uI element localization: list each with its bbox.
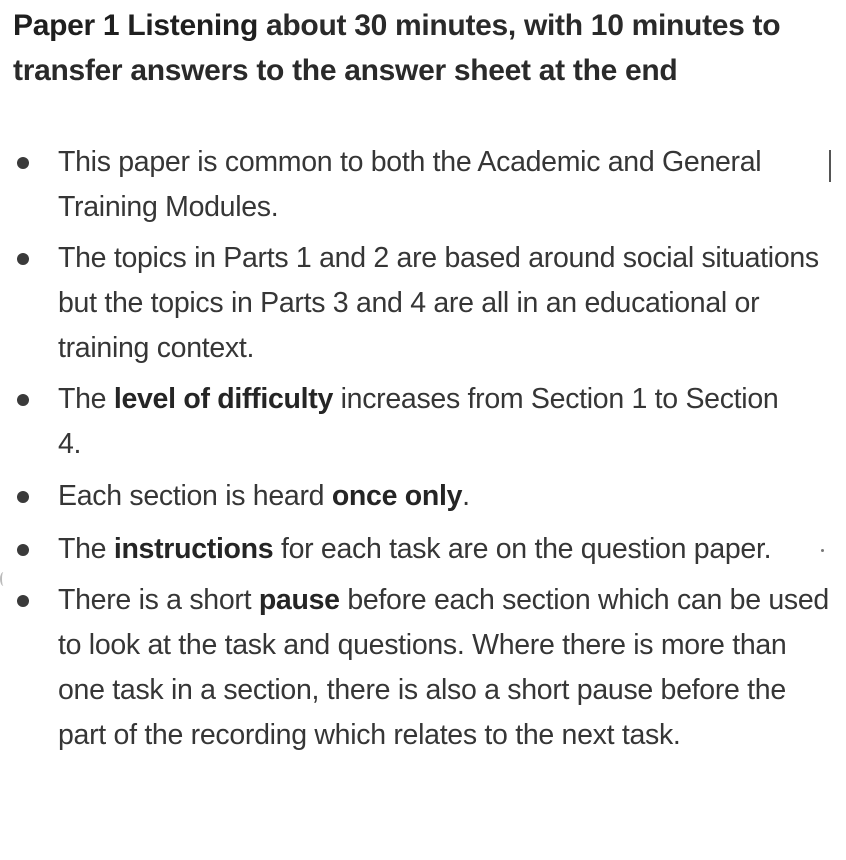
bullet-text-part: This paper is common to both the Academic and General Training Modules. bbox=[58, 146, 762, 223]
bullet-text bbox=[58, 578, 838, 758]
list-item bbox=[0, 578, 846, 758]
bullet-icon bbox=[17, 253, 29, 265]
bullet-text bbox=[58, 377, 798, 467]
bullet-text bbox=[58, 140, 778, 230]
paper-duration-text: about 30 minutes, with 10 minutes to transfer answers to the answer sheet at the end bbox=[13, 9, 781, 87]
bullet-text-part: The bbox=[58, 533, 114, 565]
bullet-text-part: The topics in Parts 1 and 2 are based around social situations but the topics in Parts 3 and 4 are all in an educational or training context. bbox=[58, 242, 819, 364]
bullet-emphasis: level of difficulty bbox=[113, 383, 333, 415]
paper-title: Paper 1 Listening bbox=[13, 9, 258, 42]
bullet-text-part: . bbox=[462, 480, 470, 512]
bullet-text-part: before each section which can be used to look at the task and questions. Where there is more than one task in a section, there is also a short pause before the part of the recording which relates to the next task. bbox=[58, 584, 829, 751]
bullet-icon bbox=[17, 157, 29, 169]
list-item bbox=[0, 527, 846, 572]
bullet-emphasis: once only bbox=[331, 480, 463, 512]
bullet-list bbox=[0, 140, 846, 758]
bullet-text bbox=[58, 480, 470, 512]
scan-mark bbox=[0, 572, 7, 586]
bullet-text bbox=[58, 236, 828, 371]
bullet-text-part: There is a short bbox=[58, 584, 259, 616]
bullet-icon bbox=[17, 394, 29, 406]
bullet-emphasis: instructions bbox=[113, 533, 274, 565]
list-item bbox=[0, 140, 846, 230]
bullet-icon bbox=[17, 491, 29, 503]
bullet-text-part: Each section is heard bbox=[58, 480, 332, 512]
bullet-text-part: increases from Section 1 to Section 4. bbox=[58, 383, 779, 460]
paper-heading bbox=[13, 3, 839, 93]
bullet-icon bbox=[17, 544, 29, 556]
margin-rule-mark bbox=[829, 150, 831, 182]
bullet-icon bbox=[17, 595, 29, 607]
list-item bbox=[0, 377, 846, 467]
scan-speck bbox=[821, 549, 824, 552]
bullet-text-part: The bbox=[58, 383, 114, 415]
bullet-emphasis: pause bbox=[258, 584, 340, 616]
bullet-text bbox=[58, 527, 798, 572]
bullet-text-part: for each task are on the question paper. bbox=[273, 533, 772, 565]
list-item bbox=[0, 236, 846, 371]
list-item bbox=[0, 474, 846, 519]
